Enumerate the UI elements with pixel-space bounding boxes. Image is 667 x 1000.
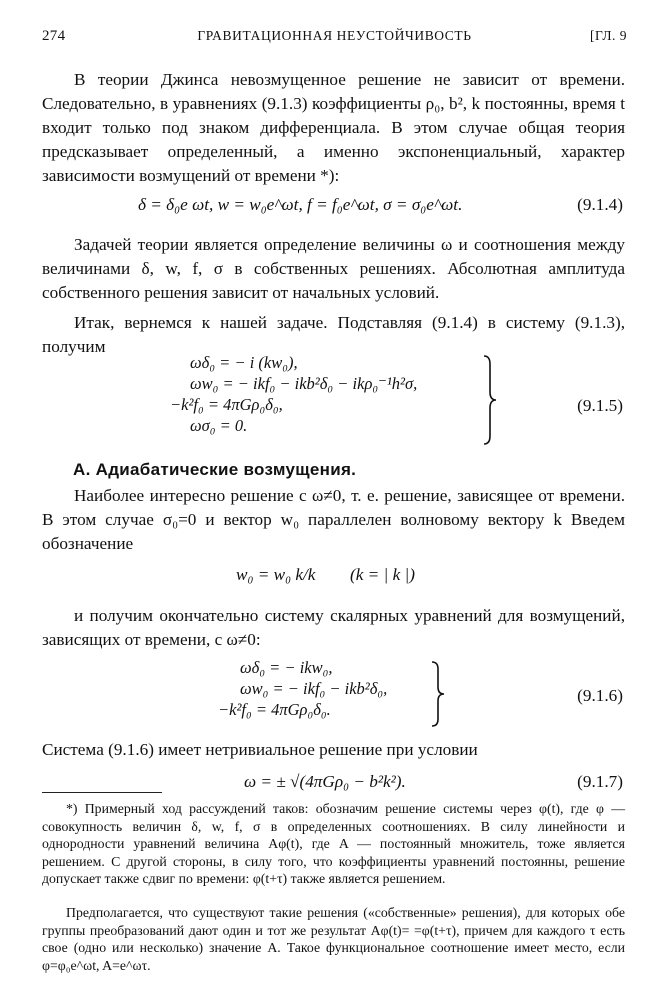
equation-9-1-7: ω = ± √(4πGρ₀ − b²k²). (244, 772, 406, 791)
section-title: А. Адиабатические возмущения. (73, 460, 357, 479)
right-brace-icon (480, 354, 500, 446)
equation-system-9-1-6 (218, 657, 448, 720)
system-9-1-6-line: −k²f₀ = 4πGρ₀δ₀. (218, 700, 331, 719)
page-number: 274 (42, 28, 66, 44)
paragraph-2: Задачей теории является определение величины ω и соотношения между величинами δ, w, f, σ в собственных решениях. Абсолютная амплитуда собственного решения зависит от начальных условий. (42, 235, 625, 302)
equation-definition-note: (k = | k |) (350, 565, 415, 584)
system-9-1-5-line: −k²f₀ = 4πGρ₀δ₀, (170, 395, 283, 414)
system-9-1-5-line: ωw₀ = − ikf₀ − ikb²δ₀ − ikρ₀⁻¹h²σ, (190, 374, 418, 393)
running-header (42, 28, 627, 48)
equation-9-1-4: δ = δ₀e ωt, w = w₀e^ωt, f = f₀e^ωt, σ = σ₀e^ωt. (138, 195, 463, 214)
system-9-1-5-line: ωσ₀ = 0. (190, 416, 248, 435)
paragraph-5: и получим окончательно систему скалярных уравнений для возмущений, зависящих от времени, с ω≠0: (42, 606, 625, 649)
footnote-2: Предполагается, что существуют такие решения («собственные» решения), для которых обе группы преобразований дают один и тот же результат Aφ(t)= =φ(t+τ), причем для каждого τ есть свое (одно или несколько) значение A. Такое функциональное соотношение имеет место, если φ=φ₀e^ωt, A=e^ωτ. (42, 905, 625, 973)
paragraph-1: В теории Джинса невозмущенное решение не зависит от времени. Следовательно, в уравнениях (9.1.3) коэффициенты ρ₀, b², k постоянны, время t входит только под знаком дифференциала. В этом случае общая теория предсказывает определенный, а именно экспоненциальный, характер зависимости возмущений от времени *): (42, 70, 625, 185)
equation-number-9-1-6: (9.1.6) (577, 686, 623, 705)
equation-definition: w₀ = w₀ k/k (236, 565, 316, 584)
footnote-1: *) Примерный ход рассуждений таков: обозначим решение системы через φ(t), где φ — совокупность величин δ, w, f, σ в определенных соотношениях. В силу линейности и однородности уравнений величина Aφ(t), где A — постоянный множитель, тоже является решением. С другой стороны, в силу того, что коэффициенты уравнений постоянны, решение допускает также сдвиг по времени: φ(t+τ) также является решением. (42, 801, 625, 886)
right-brace-icon (428, 660, 448, 728)
paragraph-3: Итак, вернемся к нашей задаче. Подставляя (9.1.4) в систему (9.1.3), получим (42, 313, 625, 356)
equation-number-9-1-5: (9.1.5) (577, 396, 623, 415)
system-9-1-6-line: ωw₀ = − ikf₀ − ikb²δ₀, (240, 679, 388, 698)
system-9-1-5-line: ωδ₀ = − i (kw₀), (190, 353, 298, 372)
running-title: ГРАВИТАЦИОННАЯ НЕУСТОЙЧИВОСТЬ (197, 28, 472, 43)
equation-system-9-1-5 (170, 352, 490, 436)
paragraph-6: Система (9.1.6) имеет нетривиальное решение при условии (42, 740, 478, 759)
paragraph-4: Наиболее интересно решение с ω≠0, т. е. решение, зависящее от времени. В этом случае σ₀=0 и вектор w₀ параллелен волновому вектору k Введем обозначение (42, 486, 625, 553)
footnote-divider (42, 792, 162, 793)
chapter-label: [ГЛ. 9 (590, 28, 627, 43)
equation-number-9-1-4: (9.1.4) (577, 195, 623, 214)
equation-number-9-1-7: (9.1.7) (577, 772, 623, 791)
system-9-1-6-line: ωδ₀ = − ikw₀, (240, 658, 333, 677)
